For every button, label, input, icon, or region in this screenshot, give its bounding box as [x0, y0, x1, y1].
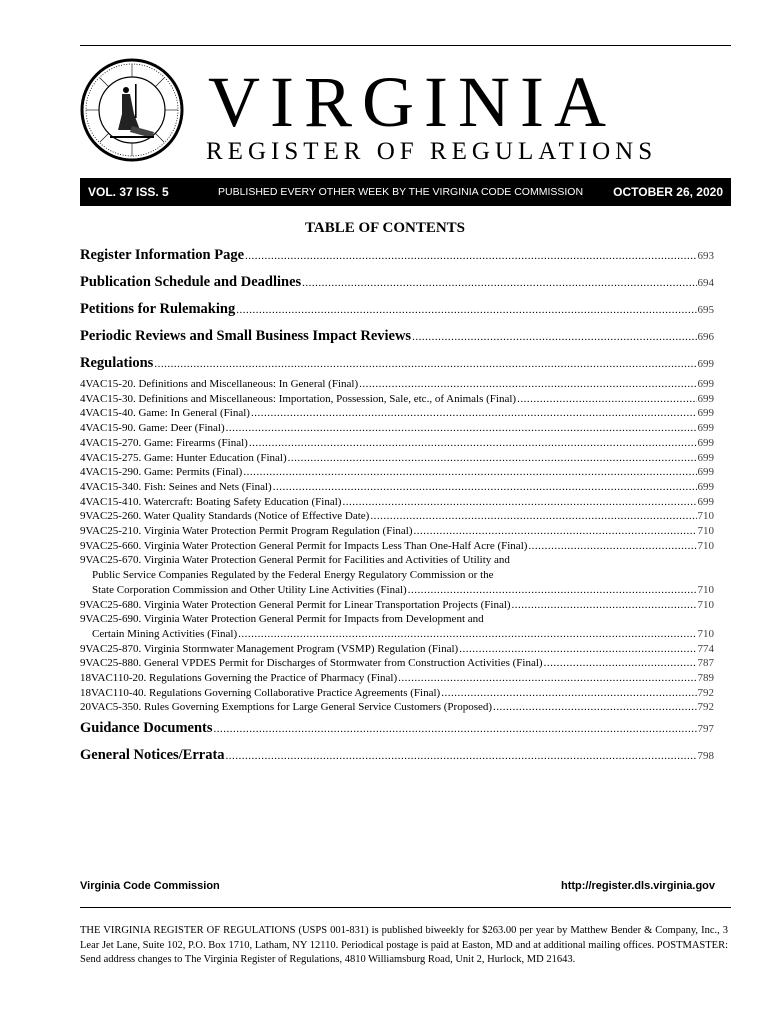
toc-regulation-title: 4VAC15-40. Game: In General (Final)	[80, 407, 250, 420]
toc-regulation[interactable]	[80, 598, 714, 613]
toc-regulation-title: 20VAC5-350. Rules Governing Exemptions for Large General Service Customers (Proposed)	[80, 701, 493, 714]
publication-notice: THE VIRGINIA REGISTER OF REGULATIONS (USPS 001-831) is published biweekly for $263.00 per year by Matthew Bender & Company, Inc., 3 Lear Jet Lane, Suite 102, P.O. Box 1710, Latham, NY 12110. Periodical postage is paid at Easton, MD and at additional mailing offices. POSTMASTER: Send address changes to The Virginia Register of Regulations, 4810 Williamsburg Road, Unit 2, Hurlock, MD 21643.	[80, 925, 728, 965]
toc-regulation-title: 9VAC25-260. Water Quality Standards (Notice of Effective Date)	[80, 510, 370, 523]
toc-regulation[interactable]	[80, 377, 714, 392]
toc-section[interactable]	[80, 296, 714, 323]
volume-issue: VOL. 37 ISS. 5	[88, 185, 169, 199]
toc-regulation-title: 9VAC25-210. Virginia Water Protection Permit Program Regulation (Final)	[80, 525, 413, 538]
toc-regulation[interactable]	[80, 406, 714, 421]
toc-regulation-title: 18VAC110-40. Regulations Governing Collaborative Practice Agreements (Final)	[80, 686, 441, 699]
toc-regulation-title: 9VAC25-660. Virginia Water Protection General Permit for Impacts Less Than One-Half Acre (Final)	[80, 539, 528, 552]
toc-regulation-title: 9VAC25-680. Virginia Water Protection General Permit for Linear Transportation Projects (Final)	[80, 598, 511, 611]
toc-section-title: Guidance Documents	[80, 720, 213, 737]
toc-section-title: Publication Schedule and Deadlines	[80, 274, 302, 290]
toc-page-number: 710	[697, 510, 714, 523]
toc-page-number: 710	[697, 539, 714, 552]
toc-page-number: 699	[697, 466, 714, 479]
toc-page-number: 694	[697, 277, 714, 289]
toc-regulation-title: 4VAC15-90. Game: Deer (Final)	[80, 422, 225, 435]
toc-regulation[interactable]	[80, 480, 714, 495]
toc-regulation[interactable]	[80, 656, 714, 671]
toc-section[interactable]	[80, 742, 714, 769]
toc-section-title: General Notices/Errata	[80, 747, 225, 764]
toc-regulation-title: 4VAC15-290. Game: Permits (Final)	[80, 466, 243, 479]
toc-regulation[interactable]	[80, 421, 714, 436]
issue-date: OCTOBER 26, 2020	[613, 185, 723, 199]
toc-regulation[interactable]	[80, 700, 714, 715]
toc-page-number: 696	[697, 331, 714, 343]
toc-regulation[interactable]	[80, 451, 714, 466]
toc-regulation[interactable]	[80, 539, 714, 554]
toc-section-title: Register Information Page	[80, 247, 245, 263]
toc-regulation-title: 9VAC25-880. General VPDES Permit for Discharges of Stormwater from Construction Activities (Final)	[80, 657, 543, 670]
footer-commission: Virginia Code Commission	[80, 880, 220, 892]
toc-regulation-title: 4VAC15-20. Definitions and Miscellaneous: In General (Final)	[80, 378, 359, 390]
bottom-rule	[80, 907, 731, 908]
toc-page-number: 797	[697, 723, 714, 736]
toc-regulation-title: 4VAC15-340. Fish: Seines and Nets (Final)	[80, 480, 272, 493]
toc-page-number: 693	[697, 250, 714, 262]
toc-regulation-title: 4VAC15-275. Game: Hunter Education (Final)	[80, 451, 287, 464]
toc-page-number: 774	[697, 642, 714, 655]
toc-page-number: 710	[697, 525, 714, 538]
toc-regulation-title-line: 9VAC25-670. Virginia Water Protection General Permit for Facilities and Activities of Utility and	[80, 554, 510, 567]
virginia-seal-icon	[80, 58, 184, 162]
toc-page-number: 699	[697, 392, 714, 405]
toc-page-number: 699	[697, 480, 714, 493]
toc-page-number: 710	[697, 583, 714, 596]
masthead-title: VIRGINIA	[208, 62, 616, 142]
toc-page-number: 699	[697, 422, 714, 435]
toc-page-number: 699	[697, 451, 714, 464]
toc-regulation[interactable]	[80, 392, 714, 407]
toc-page-number: 787	[697, 657, 714, 670]
toc-section[interactable]	[80, 323, 714, 350]
toc-page-number: 710	[697, 627, 714, 640]
toc-page-number: 792	[697, 686, 714, 699]
toc-regulation[interactable]	[80, 436, 714, 451]
toc-page-number: 710	[697, 598, 714, 611]
toc-section[interactable]	[80, 242, 714, 269]
toc-regulation-title-line: 9VAC25-690. Virginia Water Protection General Permit for Impacts from Development and	[80, 613, 484, 626]
toc-page-number: 699	[697, 407, 714, 420]
toc-regulation-title-line: Certain Mining Activities (Final)	[92, 627, 238, 640]
toc-regulation-title: 9VAC25-870. Virginia Stormwater Management Program (VSMP) Regulation (Final)	[80, 642, 459, 655]
toc-regulation[interactable]	[80, 686, 714, 701]
toc-section[interactable]	[80, 715, 714, 742]
toc-regulation-multiline[interactable]	[80, 612, 714, 641]
toc-regulation[interactable]	[80, 671, 714, 686]
toc-section-title: Petitions for Rulemaking	[80, 301, 236, 317]
toc-section[interactable]	[80, 350, 714, 377]
toc-regulation[interactable]	[80, 465, 714, 480]
masthead-subtitle: REGISTER OF REGULATIONS	[206, 138, 658, 165]
footer-url-link[interactable]: http://register.dls.virginia.gov	[560, 880, 715, 892]
table-of-contents	[80, 242, 714, 769]
toc-section-title: Periodic Reviews and Small Business Impact Reviews	[80, 328, 412, 344]
toc-heading: TABLE OF CONTENTS	[304, 220, 466, 236]
toc-regulation-multiline[interactable]	[80, 553, 714, 597]
top-rule	[80, 45, 731, 46]
toc-regulation[interactable]	[80, 642, 714, 657]
toc-regulation-title: 4VAC15-410. Watercraft: Boating Safety Education (Final)	[80, 495, 342, 508]
toc-page-number: 792	[697, 701, 714, 714]
toc-regulation-title: 18VAC110-20. Regulations Governing the Practice of Pharmacy (Final)	[80, 672, 398, 685]
toc-page-number: 789	[697, 672, 714, 685]
toc-section[interactable]	[80, 269, 714, 296]
publisher-statement: PUBLISHED EVERY OTHER WEEK BY THE VIRGINIA CODE COMMISSION	[218, 186, 584, 198]
issue-info-bar	[80, 178, 731, 206]
toc-page-number: 699	[697, 436, 714, 449]
toc-regulation-title-line: Public Service Companies Regulated by the Federal Energy Regulatory Commission or the	[92, 569, 494, 582]
toc-regulation-title: 4VAC15-270. Game: Firearms (Final)	[80, 436, 248, 449]
toc-regulation-title-line: State Corporation Commission and Other Utility Line Activities (Final)	[92, 583, 407, 596]
toc-page-number: 699	[697, 358, 714, 370]
toc-section-title: Regulations	[80, 355, 154, 371]
toc-regulation[interactable]	[80, 509, 714, 524]
toc-page-number: 699	[697, 495, 714, 508]
toc-regulation-title: 4VAC15-30. Definitions and Miscellaneous: Importation, Possession, Sale, etc., of Animals (Final)	[80, 392, 517, 405]
toc-regulation[interactable]	[80, 495, 714, 510]
toc-page-number: 699	[697, 378, 714, 390]
toc-regulation[interactable]	[80, 524, 714, 539]
toc-page-number: 798	[697, 750, 714, 763]
toc-page-number: 695	[697, 304, 714, 316]
